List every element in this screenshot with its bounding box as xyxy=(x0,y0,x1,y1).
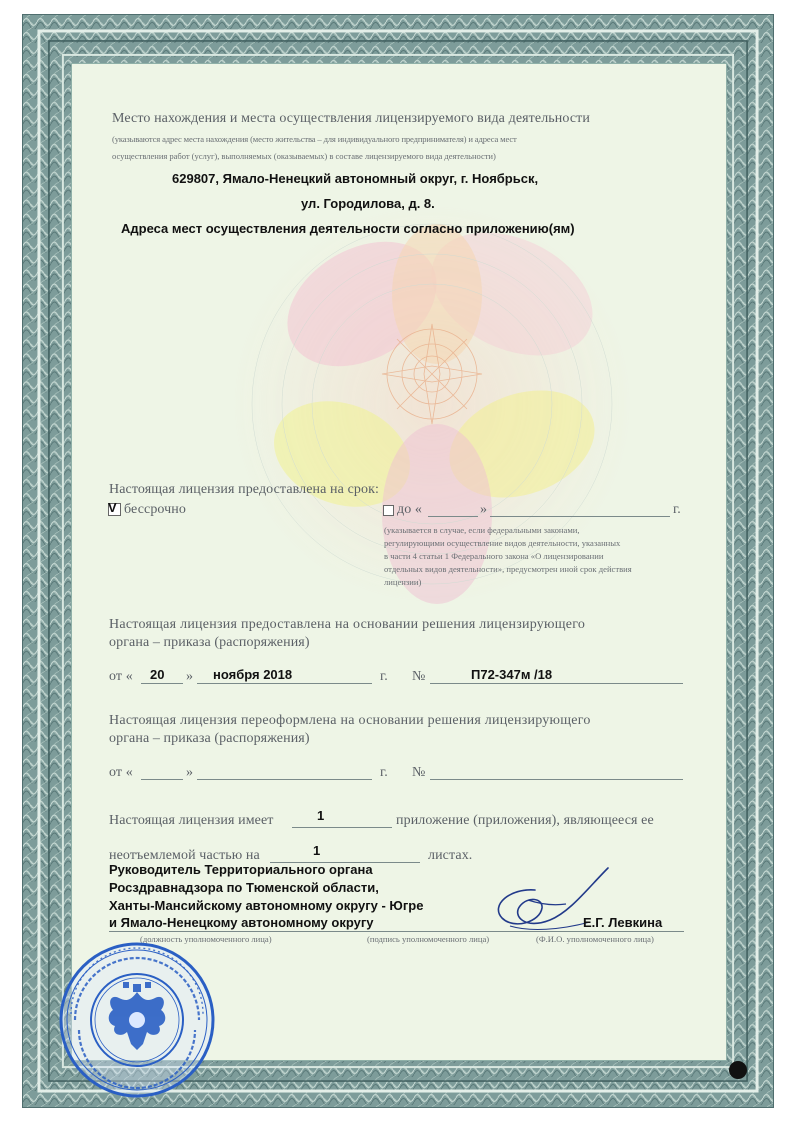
term-note-line1: (указывается в случае, если федеральными законами, xyxy=(384,525,580,535)
granted-quote-close: » xyxy=(186,669,194,684)
until-label: до « xyxy=(397,502,423,517)
signatory-position-line1: Руководитель Территориального органа xyxy=(109,862,373,877)
granted-day: 20 xyxy=(150,667,165,682)
signatory-position-line4: и Ямало-Ненецкому автономному округу xyxy=(109,915,374,930)
signatory-position-line3: Ханты-Мансийскому автономному округу - Югре xyxy=(109,898,424,913)
appendix-count-line xyxy=(292,827,392,828)
address-line3: Адреса мест осуществления деятельности согласно приложению(ям) xyxy=(121,221,575,236)
location-note-line2: осуществления работ (услуг), выполняемых (оказываемых) в составе лицензируемого вида деятельности) xyxy=(112,151,496,161)
until-day-line xyxy=(428,516,478,517)
term-note-line2: регулирующими осуществление видов деятельности, указанных xyxy=(384,538,621,548)
appendix-text-before: Настоящая лицензия имеет xyxy=(109,813,274,828)
reissued-line1: Настоящая лицензия переоформлена на основании решения лицензирующего xyxy=(109,713,591,728)
unlimited-label: бессрочно xyxy=(124,502,186,517)
reissued-quote-close: » xyxy=(186,765,194,780)
reissued-from-label: от « xyxy=(109,765,133,780)
granted-number-line xyxy=(430,683,683,684)
caption-signature: (подпись уполномоченного лица) xyxy=(367,934,490,944)
granted-line1: Настоящая лицензия предоставлена на основании решения лицензирующего xyxy=(109,617,586,632)
granted-number-label: № xyxy=(412,669,426,684)
until-year-suffix: г. xyxy=(673,502,681,517)
reissued-number-label: № xyxy=(412,765,426,780)
granted-from-label: от « xyxy=(109,669,133,684)
term-note-line4: отдельных видов деятельности», предусмотрен иной срок действия xyxy=(384,564,632,574)
reissued-month-line xyxy=(197,779,372,780)
granted-month-year: ноября 2018 xyxy=(213,667,293,682)
granted-month-line xyxy=(197,683,372,684)
unlimited-check-mark: V xyxy=(108,500,117,515)
signatory-name: Е.Г. Левкина xyxy=(583,915,663,930)
caption-position: (должность уполномоченного лица) xyxy=(140,934,272,944)
granted-number: П72-347м /18 xyxy=(471,667,553,682)
appendix-sheets-before: неотъемлемой частью на xyxy=(109,848,260,863)
caption-name: (Ф.И.О. уполномоченного лица) xyxy=(536,934,654,944)
address-line2: ул. Городилова, д. 8. xyxy=(301,196,435,211)
term-heading: Настоящая лицензия предоставлена на срок: xyxy=(109,482,379,497)
appendix-text-after: приложение (приложения), являющееся ее xyxy=(396,813,654,828)
signature-baseline xyxy=(109,931,684,932)
until-date-line xyxy=(490,516,670,517)
granted-year-suffix: г. xyxy=(380,669,388,684)
location-heading: Место нахождения и места осуществления лицензируемого вида деятельности xyxy=(112,111,590,126)
until-checkbox xyxy=(383,505,394,516)
appendix-sheets-count: 1 xyxy=(313,843,321,858)
appendix-count: 1 xyxy=(317,808,325,823)
reissued-line2: органа – приказа (распоряжения) xyxy=(109,731,310,746)
term-note-line3: в части 4 статьи 1 Федерального закона «О лицензировании xyxy=(384,551,604,561)
official-seal xyxy=(45,938,245,1098)
reissued-day-line xyxy=(141,779,183,780)
hole-punch-dot xyxy=(729,1061,747,1079)
granted-line2: органа – приказа (распоряжения) xyxy=(109,635,310,650)
reissued-number-line xyxy=(430,779,683,780)
term-note-line5: лицензии) xyxy=(384,577,422,587)
reissued-year-suffix: г. xyxy=(380,765,388,780)
signatory-position-line2: Росздравнадзора по Тюменской области, xyxy=(109,880,379,895)
location-note-line1: (указываются адрес места нахождения (место жительства – для индивидуального предпринимателя) и адреса мест xyxy=(112,134,517,144)
until-quote-close: » xyxy=(480,502,488,517)
address-line1: 629807, Ямало-Ненецкий автономный округ, г. Ноябрьск, xyxy=(172,171,539,186)
appendix-sheets-after: листах. xyxy=(428,848,473,863)
granted-day-line xyxy=(141,683,183,684)
